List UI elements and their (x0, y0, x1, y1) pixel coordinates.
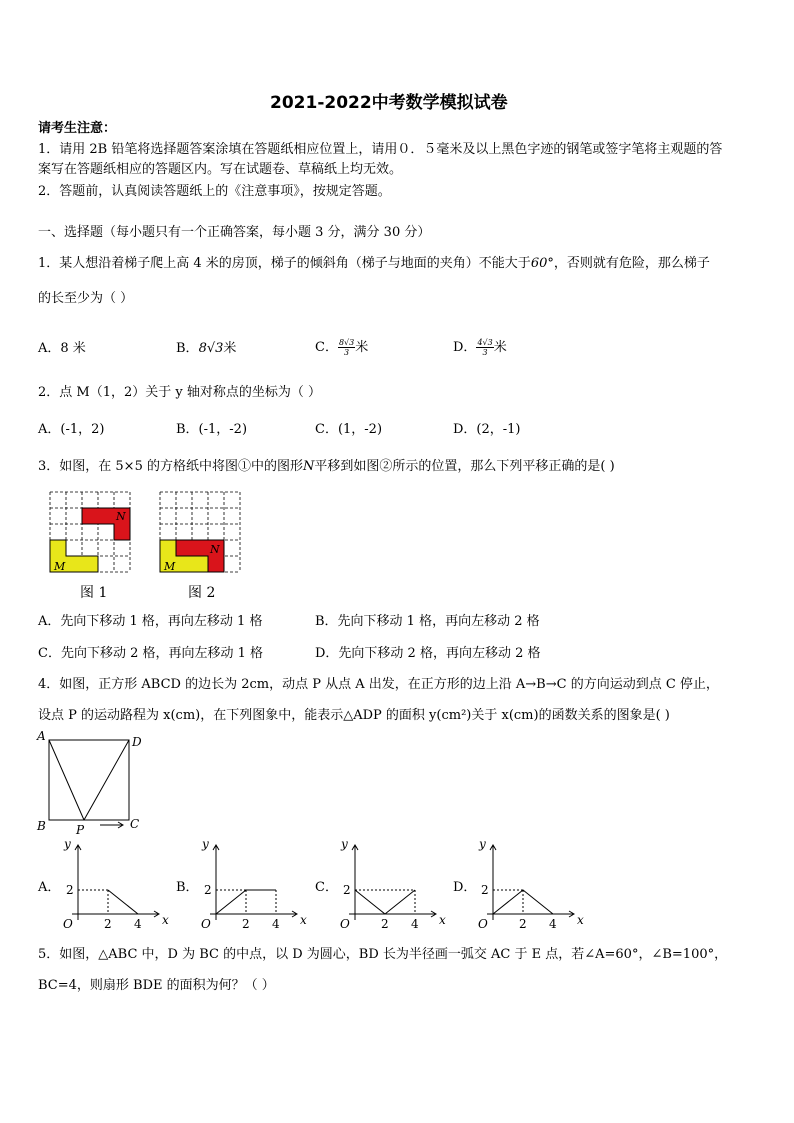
q1-option-c (315, 338, 368, 357)
q1-option-d-denominator: 3 (482, 348, 488, 357)
q4-label-b: B (37, 819, 46, 833)
graph-line (108, 890, 138, 914)
x-tick-4: 4 (411, 917, 419, 931)
q1-option-d-fraction (476, 338, 493, 357)
q4-label-d: D (132, 735, 142, 749)
q1-option-d-numerator: 4√3 (477, 338, 493, 347)
page-title: 2021-2022中考数学模拟试卷 (270, 93, 508, 113)
q1-option-c-numerator: 8√3 (338, 338, 355, 347)
x-axis-label: x (439, 913, 446, 927)
y-tick-2: 2 (204, 883, 212, 897)
q1-option-c-label: C． (315, 340, 338, 355)
q5-stem-line-2: BC=4，则扇形 BDE 的面积为何？（ ） (38, 978, 275, 993)
notice-line-2: 案写在答题纸相应的答题区内。写在试题卷、草稿纸上均无效。 (38, 162, 403, 177)
q4-option-b-graph (194, 836, 307, 936)
q1-stem-line-2: 的长至少为（ ） (38, 291, 134, 306)
q4-segment-ap (49, 740, 84, 820)
q3-stem-part-1: 3．如图，在 5×5 的方格纸中将图①中的图形 (38, 459, 303, 474)
q3-figure-1 (48, 490, 132, 580)
x-tick-2: 2 (381, 917, 389, 931)
q1-option-a: A．8 米 (38, 341, 86, 356)
origin-label: O (63, 917, 73, 931)
x-axis-label: x (162, 913, 169, 927)
x-tick-2: 2 (519, 917, 527, 931)
q2-option-d: D．(2，-1) (453, 422, 521, 437)
q2-option-a: A．(-1，2) (38, 422, 105, 437)
q1-stem-text: 1．某人想沿着梯子爬上高 4 米的房顶，梯子的倾斜角（梯子与地面的夹角）不能大于 (38, 256, 531, 271)
section-heading: 一、选择题（每小题只有一个正确答案，每小题 3 分，满分 30 分） (38, 225, 431, 240)
y-axis-label: y (202, 837, 209, 851)
q4-option-a-label: A． (38, 880, 61, 895)
q4-segment-dp (84, 740, 129, 820)
origin-label: O (478, 917, 488, 931)
q4-option-c-graph (333, 836, 446, 936)
q1-option-b-label: B． (176, 341, 199, 356)
q4-label-a: A (37, 729, 46, 743)
q3-option-c: C．先向下移动 2 格，再向左移动 1 格 (38, 646, 264, 661)
x-tick-4: 4 (272, 917, 280, 931)
q1-option-c-fraction (338, 338, 355, 357)
q1-stem-end: ，否则就有危险，那么梯子 (553, 256, 710, 271)
q3-stem (38, 459, 615, 475)
x-axis-label: x (577, 913, 584, 927)
q2-option-c: C．(1，-2) (315, 422, 383, 437)
y-tick-2: 2 (66, 883, 74, 897)
q3-figure-2-caption: 图 2 (188, 585, 216, 601)
y-axis-label: y (341, 837, 348, 851)
q4-stem-line-2: 设点 P 的运动路程为 x(cm)，在下列图象中，能表示△ADP 的面积 y(cm²)关于 x(cm)的函数关系的图象是( ) (38, 708, 670, 723)
q4-square (49, 740, 129, 820)
q3-stem-n: N (302, 459, 315, 474)
notice-line-3: 2．答题前，认真阅读答题纸上的《注意事项》，按规定答题。 (38, 184, 391, 199)
q3-fig1-label-n: N (116, 510, 126, 523)
q5-stem-line-1: 5．如图，△ABC 中，D 为 BC 的中点，以 D 为圆心，BD 长为半径画一弧交 AC 于 E 点，若∠A=60°，∠B=100°， (38, 947, 728, 962)
x-axis-label: x (300, 913, 307, 927)
q4-option-d-graph (471, 836, 584, 936)
q4-option-a-graph (56, 836, 169, 936)
q1-option-d-unit: 米 (493, 340, 507, 355)
q4-label-p: P (76, 823, 85, 837)
notice-line-1: 1．请用 2B 铅笔将选择题答案涂填在答题纸相应位置上，请用０．５毫米及以上黑色字迹的钢笔或签字笔将主观题的答 (38, 142, 723, 157)
q1-angle: 60° (530, 256, 554, 271)
q3-fig2-label-m: M (164, 560, 176, 573)
notice-heading: 请考生注意： (38, 121, 117, 136)
q3-option-d: D．先向下移动 2 格，再向左移动 2 格 (315, 646, 541, 661)
x-tick-4: 4 (549, 917, 557, 931)
q3-stem-part-2: 平移到如图②所示的位置，那么下列平移正确的是( ) (314, 459, 615, 474)
y-axis-label: y (64, 837, 71, 851)
origin-label: O (340, 917, 350, 931)
y-tick-2: 2 (343, 883, 351, 897)
q3-figure-2 (158, 490, 242, 580)
q1-option-b-math: 8√3 (198, 341, 224, 356)
q1-stem-line-1 (38, 256, 710, 272)
q1-option-b-unit: 米 (223, 341, 237, 356)
q1-option-c-denominator: 3 (344, 348, 350, 357)
q4-label-c: C (130, 817, 140, 831)
q3-option-b: B．先向下移动 1 格，再向左移动 2 格 (315, 614, 540, 629)
y-axis-label: y (479, 837, 486, 851)
q3-fig2-label-n: N (210, 543, 220, 556)
origin-label: O (201, 917, 211, 931)
y-tick-2: 2 (481, 883, 489, 897)
q1-option-b (176, 341, 236, 357)
q2-option-b: B．(-1，-2) (176, 422, 248, 437)
graph-line (355, 890, 415, 914)
q4-option-c-label: C． (315, 880, 338, 895)
q3-figure-1-caption: 图 1 (80, 585, 108, 601)
q4-option-d-label: D． (453, 880, 477, 895)
q3-option-a: A．先向下移动 1 格，再向左移动 1 格 (38, 614, 263, 629)
x-tick-2: 2 (104, 917, 112, 931)
q1-option-d (453, 338, 507, 357)
x-tick-2: 2 (242, 917, 250, 931)
q4-stem-line-1: 4．如图，正方形 ABCD 的边长为 2cm，动点 P 从点 A 出发，在正方形的边上沿 A→B→C 的方向运动到点 C 停止， (38, 677, 719, 692)
q2-stem: 2．点 M（1，2）关于 y 轴对称点的坐标为（ ） (38, 385, 321, 400)
q1-option-d-label: D． (453, 340, 477, 355)
q4-square-figure (34, 728, 154, 836)
x-tick-4: 4 (134, 917, 142, 931)
q1-option-c-unit: 米 (355, 340, 369, 355)
q3-fig1-label-m: M (54, 560, 66, 573)
q4-option-b-label: B． (176, 880, 199, 895)
